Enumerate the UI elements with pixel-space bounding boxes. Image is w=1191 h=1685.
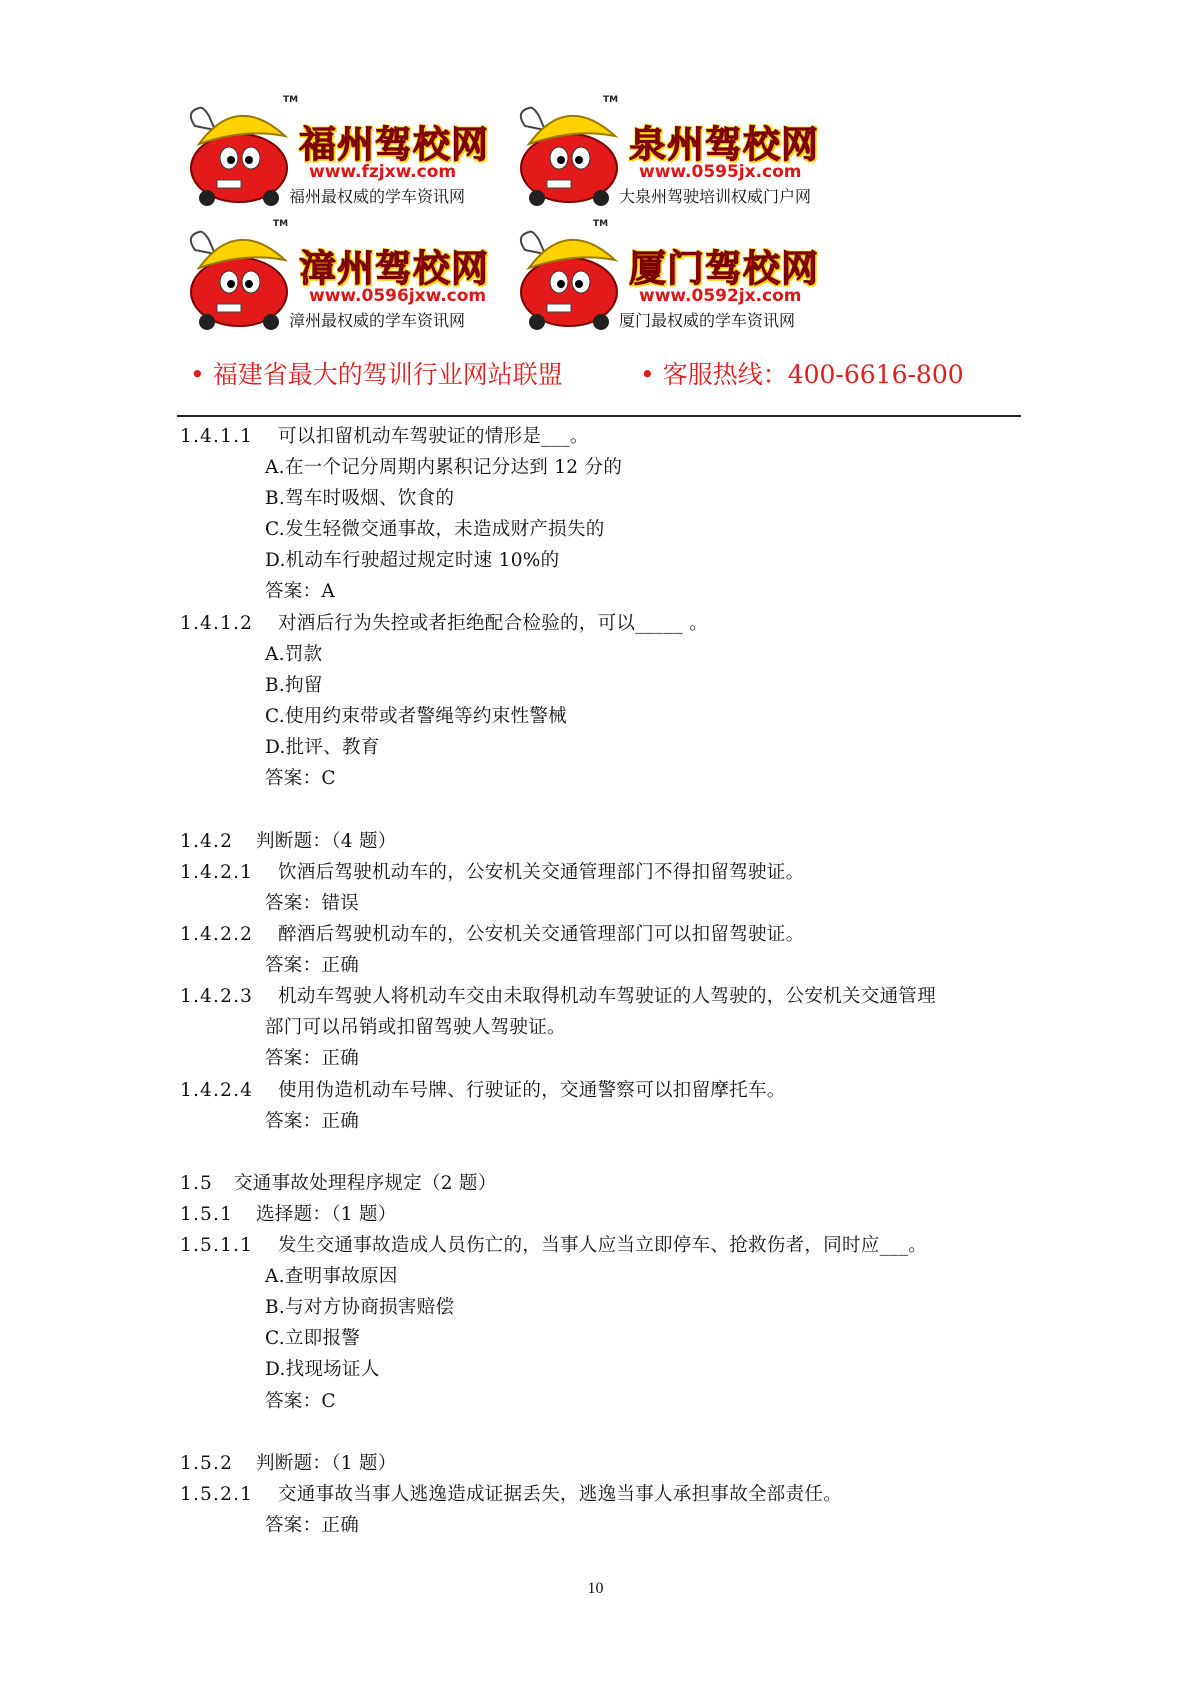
question-heading: 1.4.2.3 机动车驾驶人将机动车交由未取得机动车驾驶证的人驾驶的，公安机关交通管理 [180, 986, 937, 1007]
car-mascot-icon [507, 216, 637, 334]
section-heading: 1.5 交通事故处理程序规定（2 题） [180, 1173, 497, 1194]
section-heading: 1.5.2 判断题：（1 题） [180, 1453, 397, 1474]
option-line: C.使用约束带或者警绳等约束性警械 [265, 706, 567, 727]
question-heading: 1.4.1.1 可以扣留机动车驾驶证的情形是___。 [180, 426, 589, 447]
question-heading: 1.4.2.4 使用伪造机动车号牌、行驶证的，交通警察可以扣留摩托车。 [180, 1080, 786, 1101]
option-line: D.找现场证人 [265, 1359, 380, 1380]
car-mascot-icon [177, 216, 307, 334]
car-mascot-icon [507, 92, 637, 210]
logo-xiamen [507, 216, 825, 334]
option-line: A.在一个记分周期内累积记分达到 12 分的 [265, 457, 623, 478]
answer-line: 答案：正确 [265, 955, 360, 976]
logo-tagline: 厦门最权威的学车资讯网 [619, 311, 796, 330]
trademark: TM [593, 219, 609, 229]
question-heading: 1.5.2.1 交通事故当事人逃逸造成证据丢失，逃逸当事人承担事故全部责任。 [180, 1484, 843, 1505]
option-line: D.批评、教育 [265, 737, 380, 758]
logo-url: www.0596jxw.com [309, 286, 487, 306]
question-heading: 1.4.2.1 饮酒后驾驶机动车的，公安机关交通管理部门不得扣留驾驶证。 [180, 862, 805, 883]
answer-line: 答案：A [265, 581, 336, 602]
option-line: B.驾车时吸烟、饮食的 [265, 488, 455, 509]
logo-tagline: 福州最权威的学车资讯网 [289, 187, 466, 206]
logo-brand: 厦门驾校网 [629, 247, 819, 290]
logo-zhangzhou [177, 216, 495, 334]
option-line: A.罚款 [265, 644, 323, 665]
question-heading: 1.4.2.2 醉酒后驾驶机动车的，公安机关交通管理部门可以扣留驾驶证。 [180, 924, 805, 945]
answer-line: 答案：C [265, 1391, 336, 1412]
answer-line: 答案：正确 [265, 1515, 360, 1536]
answer-line: 答案：错误 [265, 893, 360, 914]
logo-brand: 泉州驾校网 [629, 123, 819, 166]
trademark: TM [273, 219, 289, 229]
section-heading: 1.5.1 选择题：（1 题） [180, 1204, 397, 1225]
option-line: A.查明事故原因 [265, 1266, 398, 1287]
car-mascot-icon [177, 92, 307, 210]
slogan-hotline: • 客服热线：400-6616-800 [640, 360, 964, 389]
option-line: B.与对方协商损害赔偿 [265, 1297, 455, 1318]
logo-url: www.fzjxw.com [309, 162, 457, 182]
option-line: D.机动车行驶超过规定时速 10%的 [265, 550, 560, 571]
logo-banner [177, 92, 837, 342]
option-line: C.发生轻微交通事故，未造成财产损失的 [265, 519, 605, 540]
logo-quanzhou [507, 92, 825, 210]
logo-fuzhou [177, 92, 495, 210]
question-heading: 1.4.1.2 对酒后行为失控或者拒绝配合检验的，可以_____ 。 [180, 613, 708, 634]
question-heading: 1.5.1.1 发生交通事故造成人员伤亡的，当事人应当立即停车、抢救伤者，同时应___。 [180, 1235, 928, 1256]
question-continuation: 部门可以吊销或扣留驾驶人驾驶证。 [265, 1017, 566, 1038]
answer-line: 答案：正确 [265, 1048, 360, 1069]
header-rule [177, 415, 1021, 417]
logo-brand: 漳州驾校网 [299, 247, 489, 290]
answer-line: 答案：正确 [265, 1111, 360, 1132]
logo-url: www.0595jx.com [639, 162, 802, 182]
logo-tagline: 漳州最权威的学车资讯网 [289, 311, 466, 330]
slogan-left: • 福建省最大的驾训行业网站联盟 [190, 360, 563, 389]
trademark: TM [283, 95, 299, 105]
option-line: C.立即报警 [265, 1328, 361, 1349]
option-line: B.拘留 [265, 675, 323, 696]
trademark: TM [603, 95, 619, 105]
logo-tagline: 大泉州驾驶培训权威门户网 [619, 187, 812, 206]
answer-line: 答案：C [265, 768, 336, 789]
slogan-row [190, 355, 1090, 395]
page-number: 10 [587, 1580, 604, 1597]
logo-url: www.0592jx.com [639, 286, 802, 306]
logo-brand: 福州驾校网 [299, 123, 489, 166]
section-heading: 1.4.2 判断题：（4 题） [180, 831, 397, 852]
